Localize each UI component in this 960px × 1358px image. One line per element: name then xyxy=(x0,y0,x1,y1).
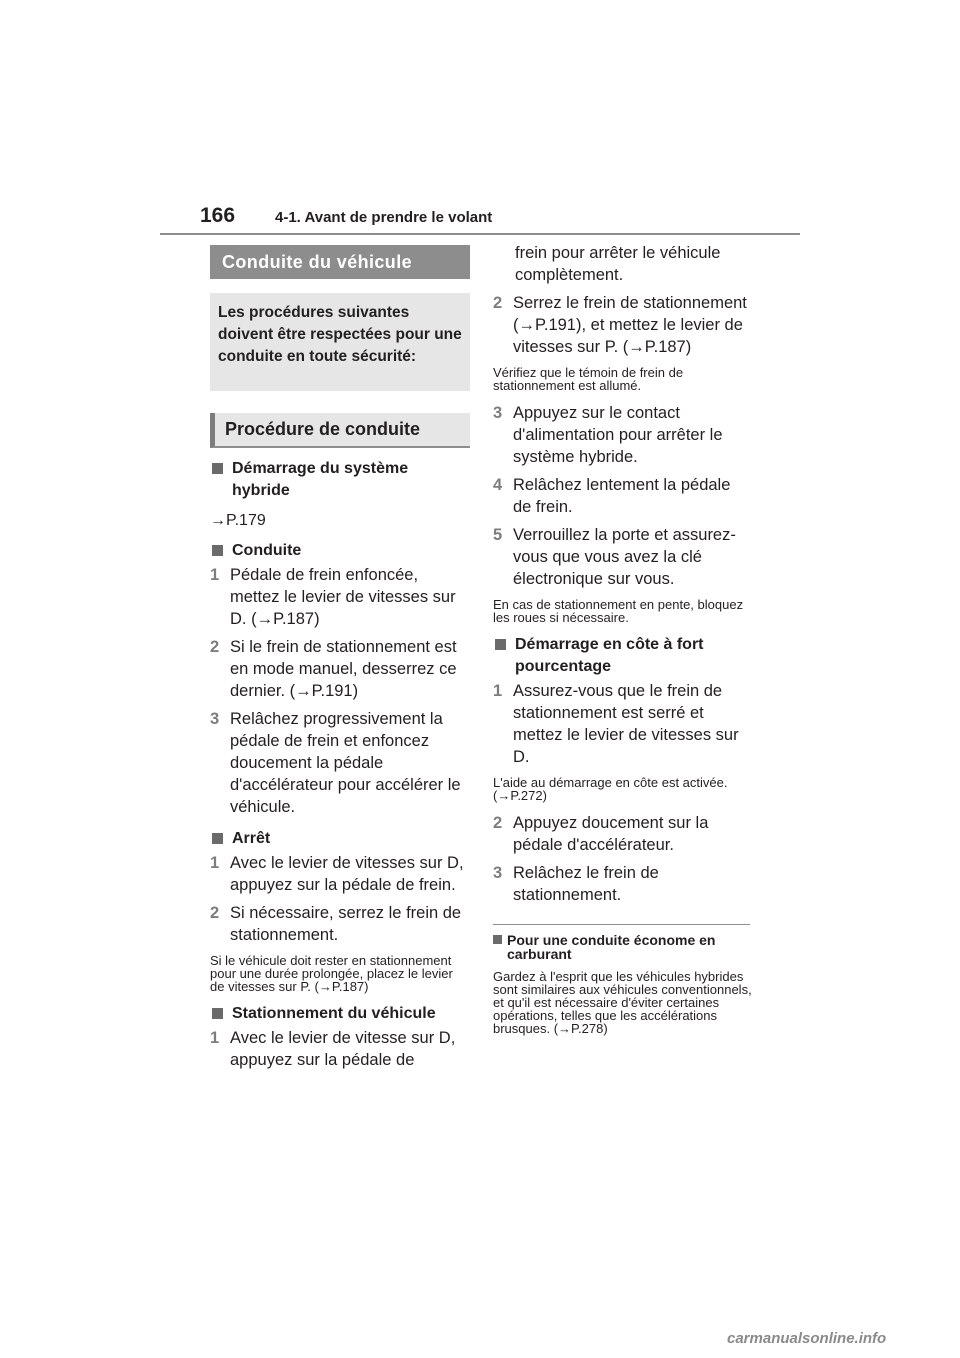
note: L'aide au démarrage en côte est activée. (→P.272) xyxy=(493,775,728,803)
info-heading xyxy=(493,933,753,961)
step-number: 1 xyxy=(210,854,220,872)
info-heading-text: Pour une conduite économe en carburant xyxy=(507,932,716,962)
step-number: 3 xyxy=(493,404,503,422)
heading-text: Arrêt xyxy=(232,830,271,847)
info-text: Gardez à l'esprit que les véhicules hybrides sont similaires aux véhicules conventionnels, et qu'il est nécessaire d'éviter certaines opérations, telles que les accélérations brusques. (→P.278) xyxy=(493,969,752,1036)
heading-hill-start xyxy=(493,634,753,678)
step xyxy=(210,1027,470,1071)
heading-stop xyxy=(210,828,470,850)
heading-parking xyxy=(210,1003,470,1025)
step-text: Assurez-vous que le frein de stationnement est serré et mettez le levier de vitesses sur D. xyxy=(513,682,739,766)
page-number: 166 xyxy=(200,204,236,227)
left-column xyxy=(210,245,470,1071)
step-text: Avec le levier de vitesse sur D, appuyez sur la pédale de xyxy=(230,1029,456,1069)
step xyxy=(493,812,753,856)
step-text: Avec le levier de vitesses sur D, appuyez sur la pédale de frein. xyxy=(230,854,464,894)
header-rule xyxy=(160,233,800,235)
step-text: Appuyez sur le contact d'alimentation pour arrêter le système hybride. xyxy=(513,404,723,466)
square-bullet-icon xyxy=(493,935,502,944)
step-number: 1 xyxy=(210,566,220,584)
step xyxy=(210,852,470,896)
heading-text: Démarrage du système hybride xyxy=(232,460,409,499)
note: Vérifiez que le témoin de frein de stationnement est allumé. xyxy=(493,365,684,393)
step xyxy=(493,292,753,358)
square-bullet-icon xyxy=(495,639,506,650)
step-continuation: frein pour arrêter le véhicule complètement. xyxy=(515,244,721,284)
square-bullet-icon xyxy=(212,1008,223,1019)
main-title-bar: Conduite du véhicule xyxy=(210,245,470,279)
step-number: 2 xyxy=(493,294,503,312)
note: Si le véhicule doit rester en stationnement pour une durée prolongée, placez le levier de vitesses sur P. (→P.187) xyxy=(210,953,453,994)
step xyxy=(210,636,470,702)
step xyxy=(493,524,753,590)
square-bullet-icon xyxy=(212,833,223,844)
step-number: 1 xyxy=(493,682,503,700)
section-bar: Procédure de conduite xyxy=(210,413,470,448)
step-text: Si le frein de stationnement est en mode manuel, desserrez ce dernier. (→P.191) xyxy=(230,638,457,700)
step-number: 1 xyxy=(210,1029,220,1047)
step-text: Verrouillez la porte et assurez-vous que vous avez la clé électronique sur vous. xyxy=(513,526,736,588)
step xyxy=(493,862,753,906)
step-number: 3 xyxy=(210,710,220,728)
step-text: Serrez le frein de stationnement (→P.191), et mettez le levier de vitesses sur P. (→P.187) xyxy=(513,294,747,356)
step xyxy=(210,708,470,818)
square-bullet-icon xyxy=(212,545,223,556)
step-number: 5 xyxy=(493,526,503,544)
info-rule xyxy=(493,924,750,925)
step-text: Relâchez lentement la pédale de frein. xyxy=(513,476,731,516)
page-reference: →P.179 xyxy=(210,512,266,529)
chapter-title: 4-1. Avant de prendre le volant xyxy=(275,209,493,226)
step xyxy=(493,680,753,768)
intro-box: Les procédures suivantes doivent être respectées pour une conduite en toute sécurité: xyxy=(210,293,470,391)
square-bullet-icon xyxy=(212,463,223,474)
step-text: Appuyez doucement sur la pédale d'accélérateur. xyxy=(513,814,709,854)
heading-text: Stationnement du véhicule xyxy=(232,1005,436,1022)
step-number: 2 xyxy=(210,904,220,922)
step xyxy=(210,564,470,630)
step xyxy=(210,902,470,946)
step-text: Relâchez progressivement la pédale de frein et enfoncez doucement la pédale d'accélérateur pour accélérer le véhicule. xyxy=(230,710,461,816)
note: En cas de stationnement en pente, bloquez les roues si nécessaire. xyxy=(493,597,744,625)
watermark: carmanualsonline.info xyxy=(727,1330,887,1347)
heading-text: Conduite xyxy=(232,542,302,559)
step-text: Relâchez le frein de stationnement. xyxy=(513,864,659,904)
step-number: 3 xyxy=(493,864,503,882)
heading-hybrid-start xyxy=(210,458,470,502)
step xyxy=(493,474,753,518)
step-text: Pédale de frein enfoncée, mettez le levier de vitesses sur D. (→P.187) xyxy=(230,566,456,628)
step-number: 2 xyxy=(210,638,220,656)
step-number: 4 xyxy=(493,476,503,494)
step xyxy=(493,402,753,468)
heading-text: Démarrage en côte à fort pourcentage xyxy=(515,636,704,675)
step-text: Si nécessaire, serrez le frein de stationnement. xyxy=(230,904,462,944)
step-number: 2 xyxy=(493,814,503,832)
heading-driving xyxy=(210,540,470,562)
right-column xyxy=(493,242,753,1035)
